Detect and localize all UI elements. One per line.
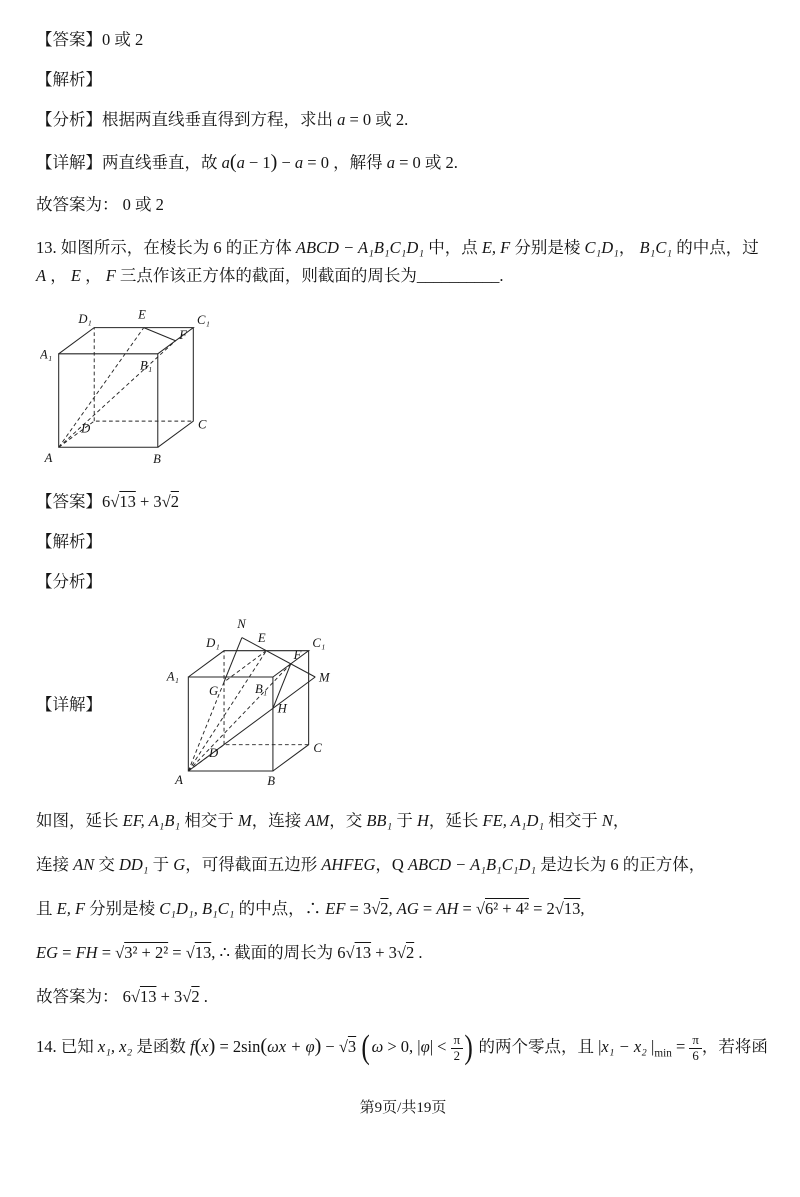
cube-figure-1-svg: [40, 305, 255, 469]
cube1-section-line: [144, 328, 176, 341]
analysis-header-q13: 【解析】: [36, 532, 102, 552]
vertex-label: F: [179, 328, 187, 343]
vertex-label: N: [237, 616, 246, 631]
cube-figure-1: [40, 305, 770, 474]
math-var: a: [236, 153, 245, 173]
math-var: F: [105, 266, 116, 286]
math-var: AN: [73, 854, 95, 874]
cube-figure-2-svg: [162, 611, 397, 790]
paren: (: [260, 1035, 268, 1058]
math-var: H: [416, 810, 429, 830]
detail-line-q12: 【详解】两直线垂直，故 a(a − 1) − a = 0 ，解得 a = 0 或 2.: [36, 151, 458, 174]
vertex-label: A: [44, 451, 53, 466]
radical: √2: [161, 492, 179, 512]
vertex-label: C₁: [312, 635, 326, 650]
math-var: E, F: [56, 898, 86, 918]
vertex-label: A₁: [40, 347, 53, 362]
cube2-visible-edges: [188, 647, 308, 770]
answer-line-q12: 【答案】0 或 2: [36, 30, 144, 49]
math-var: f: [190, 1037, 195, 1057]
math-var: EF, A₁B₁: [122, 810, 181, 830]
math-var: BB₁: [366, 810, 393, 830]
document-page: [36, 28, 770, 1117]
math-var: FH: [75, 942, 98, 962]
paren: ): [314, 1035, 322, 1058]
cube-figure-2: [162, 611, 397, 795]
big-paren: ): [464, 1028, 473, 1066]
solution-line-1-q13: 如图，延长 EF, A₁B₁ 相交于 M，连接 AM，交 BB₁ 于 H，延长 FE, A₁D₁ 相交于 N，: [36, 810, 630, 830]
math-var: ABCD − A₁B₁C₁D₁: [295, 237, 425, 257]
math-var: EG: [36, 942, 58, 962]
solution-line-2-q13: 连接 AN 交 DD₁ 于 G，可得截面五边形 AHFEG，Q ABCD − A₁B₁C₁D₁ 是边长为 6 的正方体，: [36, 854, 706, 874]
math-var: AM: [305, 810, 330, 830]
fraction: $\frac{\pi}{2}$: [451, 1033, 464, 1064]
vertex-label: A: [175, 772, 183, 787]
conclusion-line-q12: 故答案为： 0 或 2: [36, 195, 164, 215]
radical: √13: [345, 942, 372, 962]
analysis-line-q12: 【分析】根据两直线垂直得到方程，求出 a = 0 或 2.: [36, 110, 409, 130]
math-var: N: [601, 810, 613, 830]
question-14-text: 14. 已知 x₁, x₂ 是函数 f(x) = 2sin(ωx + φ) − √3 (ω > 0, |φ| < $\frac{\pi}{2}$ ) 的两个零点，且 |x₁ − x₂ $|_{min}$ = $\frac{\pi}{6}$ ，若将函: [36, 1028, 768, 1066]
paren: (: [194, 1035, 202, 1058]
math-var: E: [70, 266, 81, 286]
math-var: A: [36, 266, 47, 286]
math-var: E, F: [481, 237, 511, 257]
math-var: a: [386, 153, 395, 173]
radical: √3: [338, 1037, 357, 1057]
paren: ): [270, 151, 278, 174]
vertex-label: D: [81, 421, 91, 436]
math-var: C₁D₁: [584, 237, 619, 257]
vertex-label: G: [209, 683, 219, 698]
math-var: AHFEG: [321, 854, 376, 874]
math-var: FE, A₁D₁: [482, 810, 545, 830]
analysis-label-q13: 【分析】: [36, 572, 102, 592]
answer-line-q13: 【答案】6√13 + 3√2: [36, 492, 179, 512]
cube2-section-hidden-lines: [188, 650, 290, 770]
math-var: AG: [396, 898, 419, 918]
radical: √2: [371, 898, 389, 918]
vertex-label: E: [138, 307, 146, 322]
solution-line-4-q13: EG = FH = √3² + 2² = √13, ∴ 截面的周长为 6√13 + 3√2 .: [36, 942, 423, 962]
radical: √3² + 2²: [115, 942, 169, 962]
math-var: M: [238, 810, 252, 830]
vertex-label: A₁: [166, 669, 179, 684]
vertex-label: D: [209, 745, 219, 760]
fraction: $\frac{\pi}{6}$: [689, 1033, 702, 1064]
analysis-header-q12: 【解析】: [36, 70, 102, 90]
math-var: B₁C₁: [639, 237, 673, 257]
math-var: x₁, x₂: [97, 1037, 133, 1057]
math-var: x: [201, 1037, 209, 1057]
math-var: ω: [371, 1037, 384, 1057]
math-var: C₁D₁, B₁C₁: [159, 898, 235, 918]
math-var: x₁ − x₂: [601, 1037, 647, 1057]
radical: √2: [396, 942, 415, 962]
footer-page-number: 第9页/共19页: [359, 1100, 447, 1117]
vertex-label: C: [197, 417, 207, 432]
vertex-label: C₁: [197, 313, 210, 328]
paren: (: [229, 151, 237, 174]
math-var: G: [173, 854, 186, 874]
big-paren: (: [361, 1028, 371, 1066]
vertex-label: M: [318, 670, 330, 685]
radical: √13: [110, 492, 136, 512]
radical: √13: [130, 986, 157, 1006]
vertex-label: F: [293, 647, 302, 662]
vertex-label: B: [153, 452, 161, 467]
paren: ): [208, 1035, 216, 1058]
vertex-label: C: [313, 740, 322, 755]
vertex-label: D₁: [206, 635, 220, 650]
radical: √6² + 4²: [475, 898, 529, 918]
vertex-label: H: [277, 701, 287, 716]
conclusion-line-q13: 故答案为： 6√13 + 3√2 .: [36, 986, 208, 1006]
vertex-label: B₁: [140, 359, 153, 374]
radical: √2: [182, 986, 200, 1006]
solution-line-3-q13: 且 E, F 分别是棱 C₁D₁, B₁C₁ 的中点，∴ EF = 3√2, AG = AH = √6² + 4² = 2√13,: [36, 898, 585, 918]
subscript: min: [654, 1047, 672, 1060]
math-var: AH: [436, 898, 459, 918]
radical: √13: [185, 942, 212, 962]
math-var: EF: [325, 898, 346, 918]
math-var: ABCD − A₁B₁C₁D₁: [407, 854, 537, 874]
vertex-label: E: [257, 630, 266, 645]
vertex-label: B: [267, 773, 276, 788]
math-var: a: [337, 110, 346, 130]
cube2-labels: [166, 617, 331, 788]
radical: √13: [554, 898, 581, 918]
detail-figure-row: [36, 611, 770, 795]
math-var: a: [221, 153, 230, 173]
vertex-label: D₁: [78, 312, 92, 327]
vertex-label: B₁: [255, 681, 268, 696]
math-var: DD₁: [118, 854, 149, 874]
cube1-hidden-edges: [59, 328, 194, 448]
detail-label-q13: 【详解】: [36, 694, 102, 714]
math-var: φ: [420, 1037, 430, 1057]
cube2-hidden-edges: [188, 647, 308, 770]
math-var: a: [294, 153, 304, 173]
question-13-text: 13. 如图所示，在棱长为 6 的正方体 ABCD − A₁B₁C₁D₁ 中，点 E, F 分别是棱 C₁D₁， B₁C₁ 的中点，过 A ， E ， F 三点作该正方体的截面，则截面的周长为__________.: [36, 237, 759, 286]
math-var: ωx + φ: [267, 1037, 315, 1057]
